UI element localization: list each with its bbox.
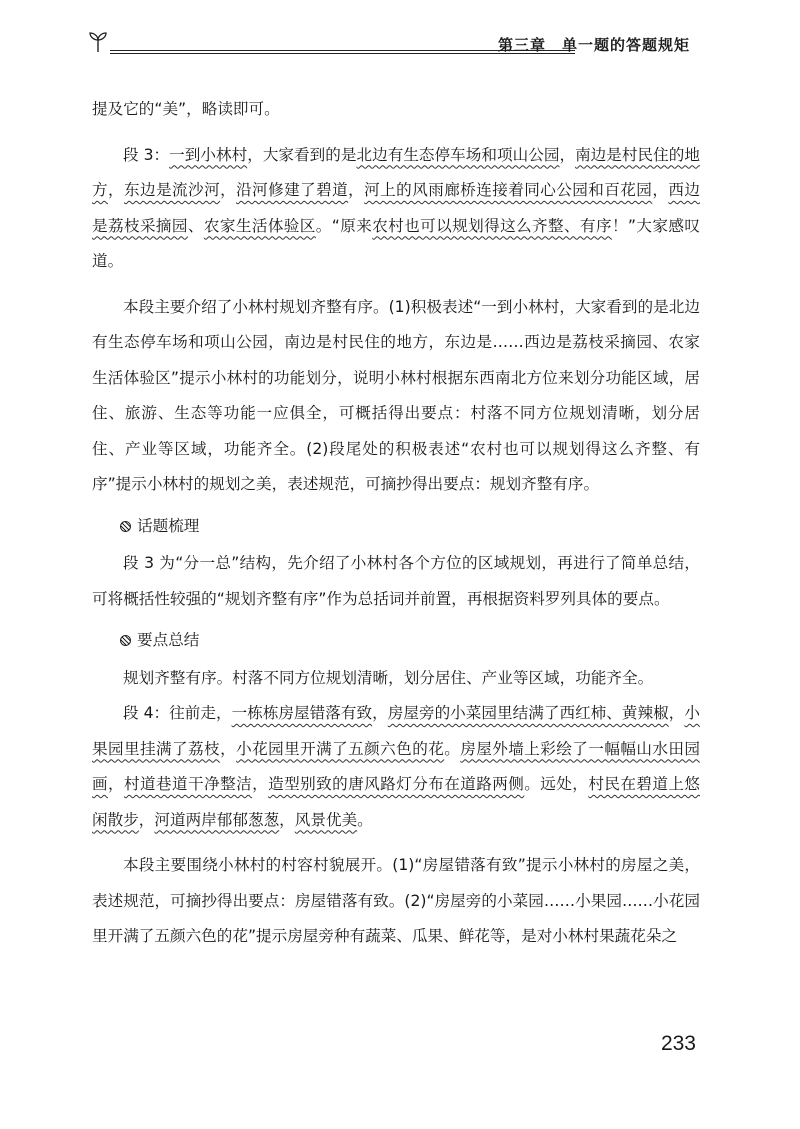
excerpt-paragraph-4 — [92, 696, 700, 838]
highlight-phrase: 农家生活体验区 — [203, 216, 316, 235]
page-number: 233 — [660, 1032, 696, 1055]
text-run: ， — [220, 739, 237, 758]
text-run: ， — [279, 810, 295, 829]
text-run: 。“原来 — [315, 216, 373, 235]
analysis-paragraph-4: 本段主要围绕小林村的村容村貌展开。(1)“房屋错落有致”提示小林村的房屋之美，表述规范，可摘抄得出要点：房屋错落有致。(2)“房屋旁的小菜园……小果园……小花园里开满了五颜六色的花”提示房屋旁种有蔬菜、瓜果、鲜花等，是对小林村果蔬花朵之 — [92, 856, 700, 945]
section-heading-label: 话题梳理 — [137, 516, 200, 535]
highlight-phrase: 北边有生态停车场和项山公园 — [356, 145, 560, 164]
text-run: 。远处， — [524, 775, 589, 793]
text-run: ， — [372, 704, 388, 722]
text-run: ，大家看到的是 — [247, 145, 357, 164]
text-run: ， — [348, 181, 365, 199]
text-run: ， — [252, 775, 269, 793]
highlight-phrase: 南边是村民住的地方 — [92, 145, 700, 199]
bullet-icon — [120, 635, 131, 646]
highlight-phrase: 房屋旁的小菜园里结满了西红柿、黄辣椒 — [387, 704, 669, 722]
header-title — [498, 34, 690, 55]
text-run: ， — [138, 810, 155, 829]
text-run: ， — [108, 181, 125, 199]
sprout-icon — [84, 28, 112, 56]
text-run: ， — [559, 145, 576, 164]
text-run: ， — [220, 181, 237, 199]
text-run: ！”大家感叹道。 — [92, 216, 700, 270]
highlight-phrase: 河上的风雨廊桥连接着同心公园和百花园 — [364, 181, 653, 199]
running-header — [84, 28, 696, 64]
paragraph-continued: 提及它的“美”，略读即可。 — [92, 100, 280, 118]
highlight-phrase: 村道巷道干净整洁 — [124, 775, 253, 793]
highlight-phrase: 房屋外墙上彩绘了一幅幅山水田园画 — [92, 739, 700, 793]
text-run: 、 — [187, 216, 204, 235]
text-run: ， — [108, 775, 125, 793]
highlight-phrase: 河道两岸郁郁葱葱 — [154, 810, 280, 829]
highlight-phrase: 农村也可以规划得这么齐整、有序 — [372, 216, 612, 235]
highlight-phrase: 沿河修建了碧道 — [236, 181, 349, 199]
highlight-phrase: 东边是流沙河 — [124, 181, 221, 199]
section-heading-label: 要点总结 — [137, 631, 200, 649]
topic-paragraph: 段 3 为“分一总”结构，先介绍了小林村各个方位的区域规划，再进行了简单总结，可将概括性较强的“规划齐整有序”作为总括词并前置，再根据资料罗列具体的要点。 — [92, 554, 700, 608]
excerpt-paragraph-3 — [92, 138, 700, 280]
summary-paragraph: 规划齐整有序。村落不同方位规划清晰，划分居住、产业等区域，功能齐全。 — [123, 668, 654, 687]
highlight-phrase: 小果园里挂满了荔枝 — [92, 704, 700, 758]
highlight-phrase: 西边是荔枝采摘园 — [92, 181, 700, 235]
text-run: ， — [652, 181, 669, 199]
section-heading-topic — [92, 509, 700, 545]
highlight-phrase: 一栋栋房屋错落有致 — [231, 704, 373, 722]
page-body — [92, 92, 700, 955]
section-heading-summary — [92, 623, 700, 659]
excerpt-label: 段 3： — [123, 145, 170, 164]
highlight-phrase: 小花园里开满了五颜六色的花 — [236, 739, 445, 758]
highlight-phrase: 风景优美 — [294, 810, 358, 829]
highlight-phrase: 一到小林村 — [169, 145, 248, 164]
chapter-title: 单一题的答题规矩 — [561, 36, 690, 54]
chapter-label: 第三章 — [497, 36, 546, 54]
bullet-icon — [120, 521, 131, 532]
text-run: 。 — [444, 739, 461, 758]
text-run: 。 — [357, 810, 373, 829]
highlight-phrase: 村民在碧道上悠闲散步 — [92, 775, 700, 829]
excerpt-label: 段 4：往前走， — [123, 704, 232, 722]
analysis-paragraph: 本段主要介绍了小林村规划齐整有序。(1)积极表述“一到小林村，大家看到的是北边有生态停车场和项山公园，南边是村民住的地方，东边是……西边是荔枝采摘园、农家生活体验区”提示小林村的功能划分，说明小林村根据东西南北方位来划分功能区域，居住、旅游、生态等功能一应俱全，可概括得出要点：村落不同方位规划清晰，划分居住、产业等区域，功能齐全。(2)段尾处的积极表述“农村也可以规划得这么齐整、有序”提示小林村的规划之美，表述规范，可摘抄得出要点：规划齐整有序。 — [92, 297, 700, 493]
highlight-phrase: 造型别致的唐风路灯分布在道路两侧 — [268, 775, 525, 793]
text-run: ， — [668, 704, 685, 722]
